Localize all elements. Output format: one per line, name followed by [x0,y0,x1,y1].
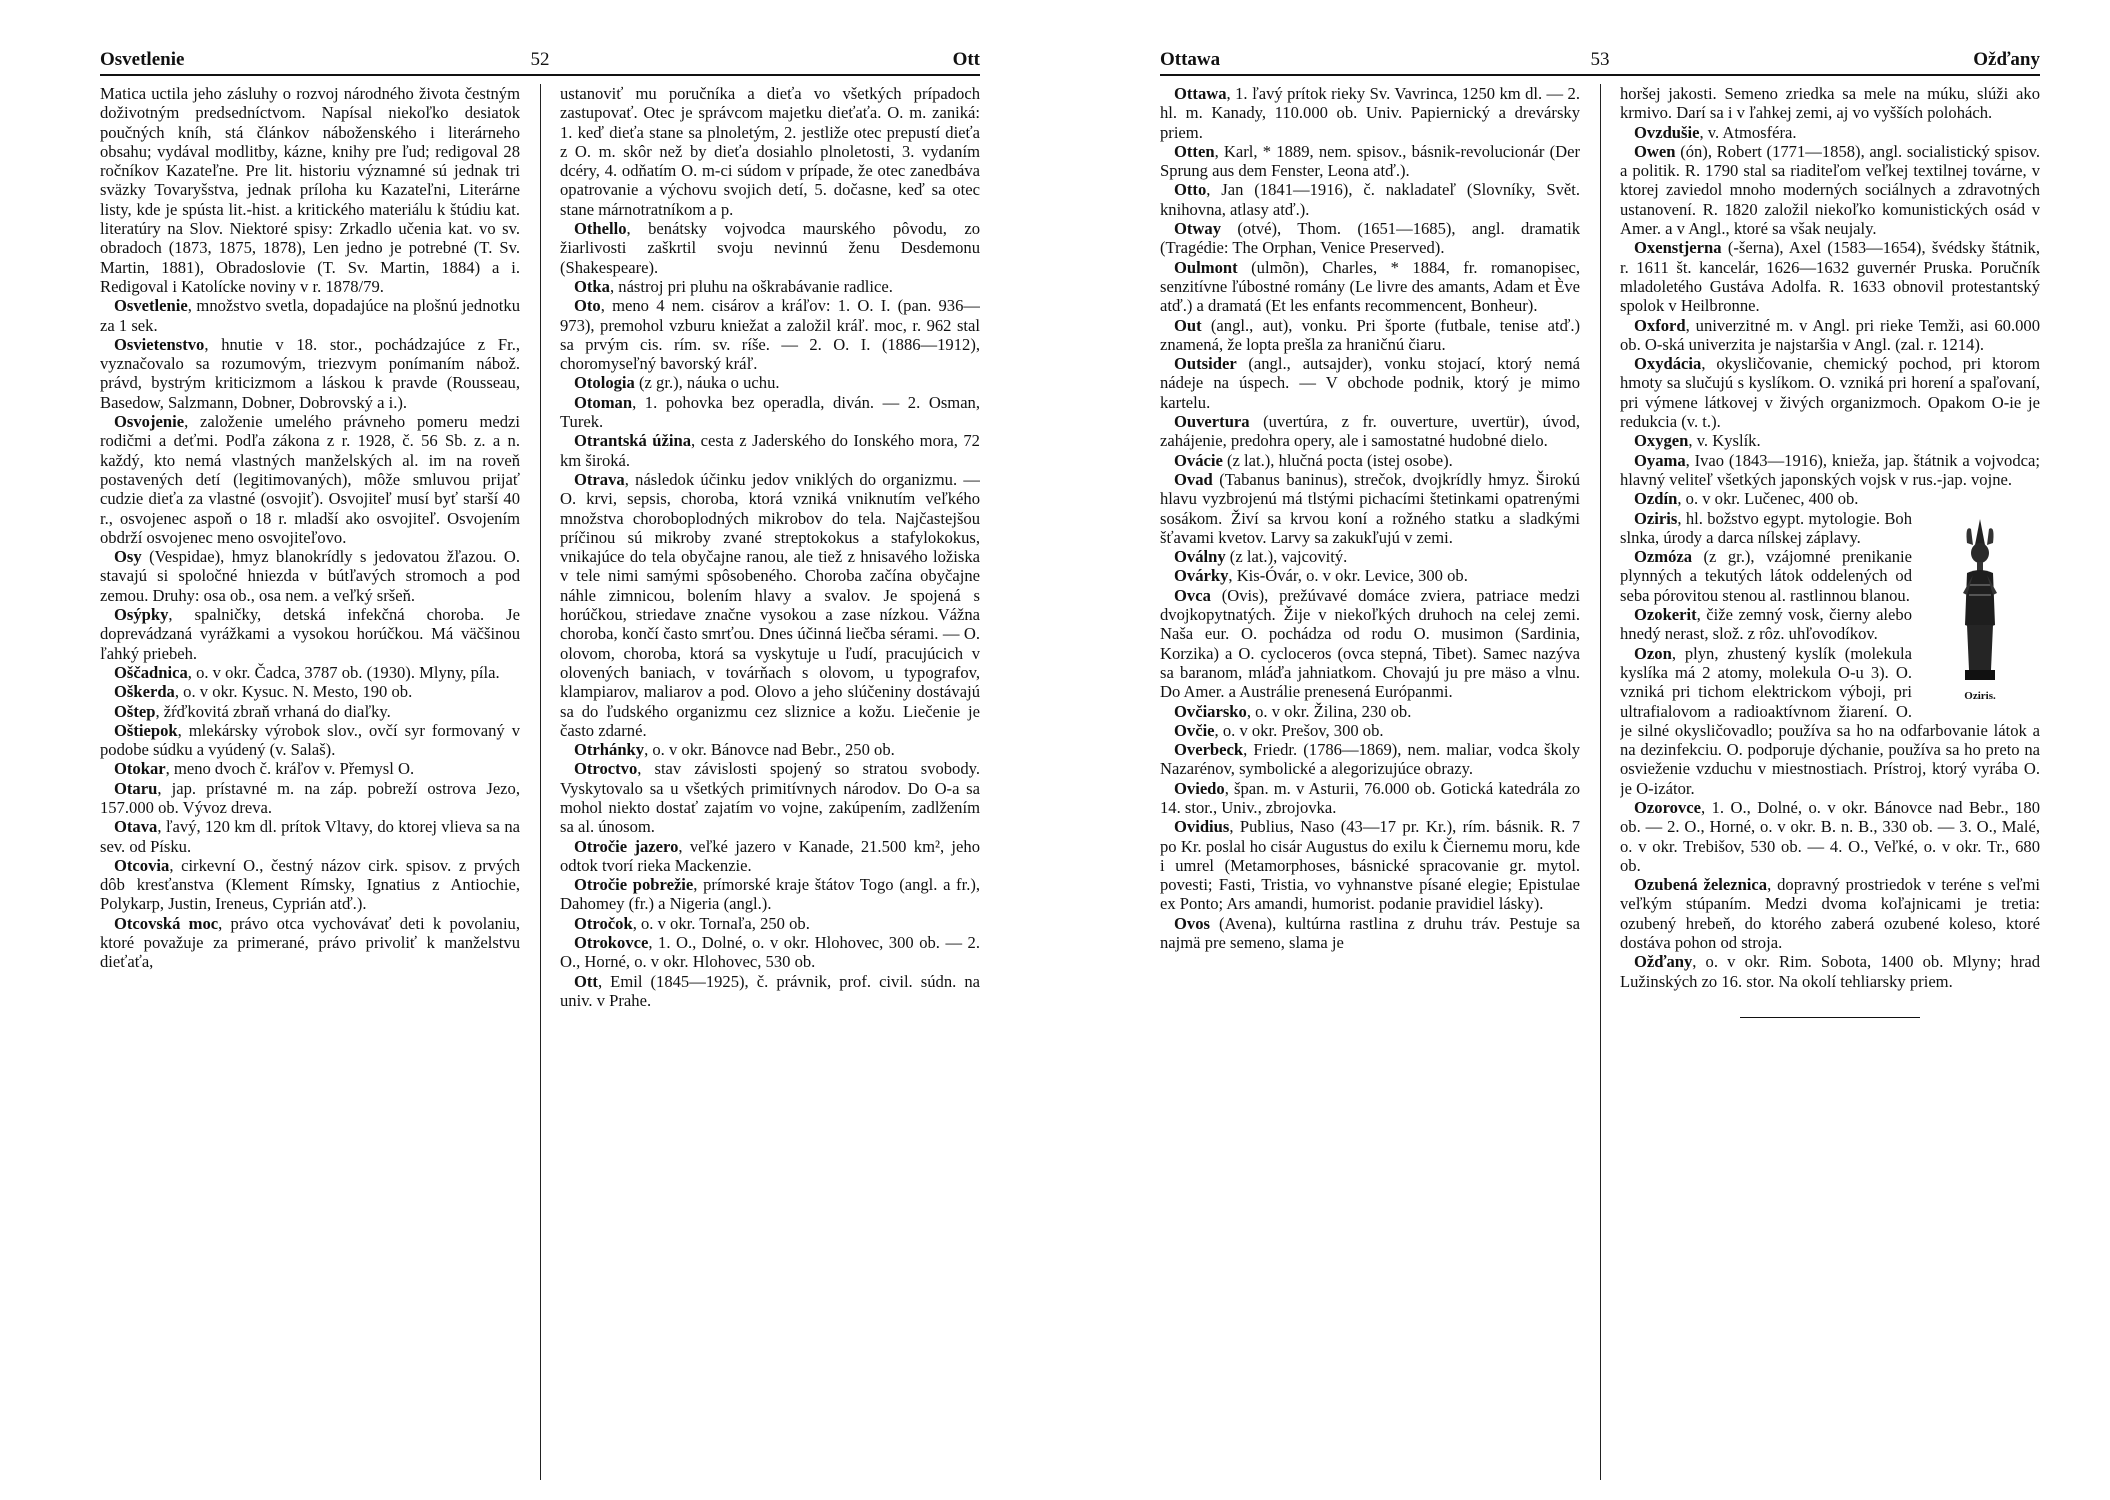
entry-headword: Oštep [114,701,156,721]
dictionary-entry: Ozdín, o. v okr. Lučenec, 400 ob. [1634,489,1859,509]
entry-headword: Otka [574,276,610,296]
right-page-number: 53 [1590,49,1610,70]
entry-headword: Otologia [574,373,639,393]
entry-headword: Ozorovce [1634,797,1701,817]
entry-headword: Otrantská úžina [574,431,692,451]
entry-headword: Ovca [1174,585,1222,605]
dictionary-entry: Otrokovce, 1. O., Dolné, o. v okr. Hlohovec, 300 ob. — 2. O., Horné, o. v okr. Hlohovec, 530 ob. [560,933,980,972]
end-rule [1740,1017,1920,1018]
entry-headword: Otcovia [114,855,170,875]
entry-headword: Oškerda [114,682,175,702]
dictionary-entry: Otroctvo, stav závislosti spojený so stratou svobody. Vyskytovalo sa u všetkých primitívnych národov. Do O-a sa mohol niekto dostať zajatím vo vojne, zakúpením, zadlžením sa al. únosom. [560,759,980,837]
dictionary-entry: Oválny (z lat.), vajcovitý. [1174,547,1348,567]
entry-headword: Osvietenstvo [114,334,205,354]
entry-headword: Overbeck [1174,740,1244,760]
dictionary-entry: Otologia (z gr.), náuka o uchu. [574,373,780,393]
entry-headword: Otoman [574,392,633,412]
entry-headword: Ovidius [1174,817,1230,837]
dictionary-entry: Owen (ón), Robert (1771—1858), angl. socialistický spisov. a politik. R. 1790 stal sa riaditeľom veľkej textilnej továrne, v ktorej zaviedol mnoho moderných sociálnych a zdravotných ustanovení. R. 1820 založil niekoľko komunistických osád v Amer. a v Angl., ktoré sa však neujaly. [1620,141,2040,239]
entry-headword: Otto [1174,180,1207,200]
dictionary-entry: Oviedo, špan. m. v Asturii, 76.000 ob. Gotická katedrála zo 14. stor., Univ., zbrojovka. [1160,778,1580,817]
dictionary-entry: Ovidius, Publius, Naso (43—17 pr. Kr.), rím. básnik. R. 7 po Kr. poslal ho cisár Augustus do exilu k Čiernemu moru, kde i umrel (Metamorphoses, básnické spracovanie gr. mytol. povesti; Fasti, Tristia, vo vyhnanstve písané elegie; Epistulae ex Ponto; Ars amandi, humorist. podanie pravidiel lásky). [1160,817,1580,914]
entry-headword: Oxygen [1634,431,1689,451]
right-columns [1160,84,2040,1480]
dictionary-entry: Otročie jazero, veľké jazero v Kanade, 21.500 km², jeho odtok tvorí rieka Mackenzie. [560,836,980,875]
entry-headword: Ozubená železnica [1634,875,1768,895]
entry-headword: Oštiepok [114,720,178,740]
entry-headword: Oviedo [1174,778,1225,798]
right-page-column-1 [1160,84,1580,1480]
entry-headword: Osvetlenie [114,296,188,316]
left-page-column-2 [560,84,980,1480]
entry-headword: Otten [1174,141,1215,161]
entry-headword: Otway [1174,219,1238,239]
dictionary-entry: Oštep, žŕďkovitá zbraň vrhaná do diaľky. [114,701,391,721]
entry-headword: Otrokovce [574,933,649,953]
dictionary-entry: Osvetlenie, množstvo svetla, dopadajúce na plošnú jednotku za 1 sek. [100,296,520,335]
entry-headword: Ozmóza [1634,547,1704,567]
entry-headword: Oxford [1634,315,1686,335]
dictionary-entry: Ovzdušie, v. Atmosféra. [1634,122,1797,142]
left-running-header [100,40,980,76]
dictionary-entry: Ovad (Tabanus baninus), strečok, dvojkrídly hmyz. Širokú hlavu vyzbrojenú má tlstými pichacími štetinkami opatrenými sosákom. Živí sa krvou koní a rožného statku a sladkými šťavami kvetov. Larvy sa zakukľujú v zemi. [1160,469,1580,547]
entry-headword: Oščadnica [114,662,188,682]
left-header-last-word: Ott [952,49,980,70]
entry-headword: Otrhánky [574,740,645,760]
dictionary-entry: Othello, benátsky vojvodca maurského pôvodu, zo žiarlivosti zaškrtil svoju nevinnú ženu Desdemonu (Shakespeare). [560,219,980,277]
dictionary-entry: Oxygen, v. Kyslík. [1634,431,1761,451]
dictionary-entry: Oziris, hl. božstvo egypt. mytologie. Boh slnka, úrody a darca nílskej záplavy. [1620,508,1912,547]
column-entries-top [1620,84,2040,509]
entry-headword: Otročie jazero [574,836,679,856]
entry-headword: Ovad [1174,469,1220,489]
entry-headword: Oxenstjerna [1634,238,1728,258]
entry-headword: Owen [1634,141,1681,161]
entry-headword: Ovos [1174,913,1219,933]
dictionary-entry: Ozon, plyn, zhustený kyslík (molekula kyslíka má 2 atomy, molekula O-u 3). O. vzniká pri tichom elektrickom výboji, pri ultrafialovom a radioaktívnom žiarení. O. je silné okysličovadlo; používa sa ho na odfarbovanie látok a na dezinfekciu. O. podporuje dýchanie, používa sa ho preto na osvieženie vzduchu v miestnostiach. Prístroj, ktorý vyrába O. je O-izátor. [1620,643,2040,798]
entry-headword: Ozokerit [1634,605,1697,625]
dictionary-entry: Otokar, meno dvoch č. kráľov v. Přemysl O. [114,759,415,779]
entry-headword: Ovčiarsko [1174,701,1247,721]
entry-headword: Otrava [574,469,625,489]
right-page-column-2 [1620,84,2040,1480]
dictionary-entry: Oščadnica, o. v okr. Čadca, 3787 ob. (1930). Mlyny, píla. [114,662,500,682]
column-rule [540,84,541,1480]
entry-headword: Ozon [1634,643,1672,663]
osiris-figure [1920,515,2040,706]
entry-headword: Osýpky [114,605,169,625]
dictionary-entry: Oškerda, o. v okr. Kysuc. N. Mesto, 190 ob. [114,682,413,702]
dictionary-entry: Otročok, o. v okr. Tornaľa, 250 ob. [574,913,810,933]
dictionary-entry: Ott, Emil (1845—1925), č. právnik, prof. civil. súdn. na univ. v Prahe. [560,971,980,1010]
entry-headword: Oulmont [1174,257,1252,277]
dictionary-entry: Osy (Vespidae), hmyz blanokrídly s jedovatou žľazou. O. stavajú si spoločné hniezda v bútľavých stromoch a pod zemou. Druhy: osa ob., osa nem. a veľký sršeň. [100,547,520,605]
dictionary-entry: horšej jakosti. Semeno zriedka sa mele na múku, slúži ako krmivo. Darí sa i v ľahkej zemi, aj vo vyšších polohách. [1620,84,2040,123]
dictionary-entry: Ožďany, o. v okr. Rim. Sobota, 1400 ob. Mlyny; hrad Lužinských zo 16. stor. Na okolí tehliarsky priem. [1620,952,2040,991]
entry-headword: Ovárky [1174,566,1229,586]
column-rule [1600,84,1601,1480]
dictionary-entry: Oxenstjerna (-šerna), Axel (1583—1654), švédsky štátnik, r. 1611 št. kancelár, 1626—1632 guvernér Pruska. Poručník mladoletého Gustáva Adolfa. R. 1633 obnovil protestantský spolok v Heilbronne. [1620,238,2040,316]
dictionary-entry: Out (angl., aut), vonku. Pri športe (futbale, tenise atď.) znamená, že lopta prešla za hraničnú čiaru. [1160,315,1580,354]
dictionary-entry: Otročie pobrežie, prímorské kraje štátov Togo (angl. a fr.), Dahomey (fr.) a Nigeria (angl.). [560,875,980,914]
dictionary-entry: Ottawa, 1. ľavý prítok rieky Sv. Vavrinca, 1250 km dl. — 2. hl. m. Kanady, 110.000 ob. Univ. Papiernický a drevársky priem. [1160,84,1580,142]
dictionary-entry: Ozubená železnica, dopravný prostriedok v teréne s veľmi veľkým stúpaním. Medzi dvoma koľajnicami je tretia: ozubený hrebeň, do ktorého zaberá ozubené koleso, ktoré dostáva pohon od stroja. [1620,875,2040,953]
dictionary-entry: Osvietenstvo, hnutie v 18. stor., pochádzajúce z Fr., vyznačovalo sa rozumovým, triezvym ponímaním nábož. právd, bystrým kriticizmom a láskou k pravde (Rousseau, Basedow, Salzmann, Dobner, Dobrovský a i.). [100,334,520,412]
dictionary-entry: Otto, Jan (1841—1916), č. nakladateľ (Slovníky, Svět. knihovna, atlasy atď.). [1160,180,1580,219]
figure-caption: Oziris. [1964,689,1996,702]
entry-headword: Ovčie [1174,720,1215,740]
entry-headword: Otaru [114,778,158,798]
dictionary-entry: Ovácie (z lat.), hlučná pocta (istej osobe). [1174,450,1453,470]
right-header-last-word: Ožďany [1973,49,2040,70]
left-page-column-1 [100,84,520,1480]
dictionary-entry: Osvojenie, založenie umelého právneho pomeru medzi rodičmi a deťmi. Podľa zákona z r. 1928, č. 56 Sb. z. a n. každý, kto nemá vlastných manželských al. im na roveň postavených detí (legitimovaných), môže smluvou prijať cudzie dieťa za vlastné (osvojiť). Osvojiteľ musí byť starší 40 r., osvojenec aspoň o 18 r. mladší ako osvojiteľ. Osvojením obdrží osvojenec meno osvojiteľovo. [100,412,520,547]
entry-headword: Ott [574,971,598,991]
dictionary-entry: Otava, ľavý, 120 km dl. prítok Vltavy, do ktorej vlieva sa na sev. od Písku. [100,817,520,856]
entry-headword: Osvojenie [114,412,185,432]
entry-headword: Oválny [1174,547,1230,567]
dictionary-entry: Otoman, 1. pohovka bez operadla, diván. — 2. Osman, Turek. [560,392,980,432]
dictionary-entry: Ozmóza (z gr.), vzájomné prenikanie plynných a tekutých látok oddelených od seba pórovitou stenou al. rastlinnou blanou. [1620,547,1912,605]
right-page [1160,40,2040,1480]
entry-headword: Otročie pobrežie [574,875,694,895]
entry-headword: Oxydácia [1634,354,1702,374]
dictionary-entry: Outsider (angl., autsajder), vonku stojací, ktorý nemá nádeje na úspech. — V obchode podnik, ktorý je mimo kartelu. [1160,354,1580,412]
entry-headword: Out [1174,315,1211,335]
entry-headword: Ouvertura [1174,412,1264,432]
dictionary-entry: Oto, meno 4 nem. cisárov a kráľov: 1. O. I. (pan. 936—973), premohol vzburu kniežat a založil kráľ. moc, r. 962 stal sa prvým cis. rím. sv. ríše. — 2. O. I. (1886—1912), choromyseľný bavorský kráľ. [560,296,980,374]
dictionary-entry: Otaru, jap. prístavné m. na záp. pobreží ostrova Jezo, 157.000 ob. Vývoz dreva. [100,778,520,817]
dictionary-entry: Osýpky, spalničky, detská infekčná choroba. Je doprevádzaná vyrážkami a vysokou horúčkou. Má väčšinou ľahký priebeh. [100,605,520,663]
dictionary-entry: Ouvertura (uvertúra, z fr. ouverture, uvertür), úvod, zahájenie, predohra opery, ale i samostatné hudobné dielo. [1160,412,1580,451]
dictionary-entry: Otcovia, cirkevní O., čestný názov cirk. spisov. z prvých dôb kresťanstva (Klement Rímsky, Ignatius z Antiochie, Polykarp, Justin, Ireneus, Cyprián atď.). [100,855,520,914]
entry-headword: Osy [114,547,150,567]
dictionary-entry: Otten, Karl, * 1889, nem. spisov., básnik-revolucionár (Der Sprung aus dem Fenster, Leona atď.). [1160,141,1580,181]
left-page [100,40,980,1480]
entry-headword: Ovzdušie [1634,122,1700,142]
entry-headword: Otcovská moc [114,913,219,933]
dictionary-entry: Ovčiarsko, o. v okr. Žilina, 230 ob. [1174,701,1412,721]
dictionary-entry: Oxford, univerzitné m. v Angl. pri rieke Temži, asi 60.000 ob. O-ská univerzita je najstaršia v Angl. (zal. r. 1214). [1620,315,2040,354]
dictionary-entry: Otka, nástroj pri pluhu na oškrabávanie radlice. [574,276,893,296]
entry-headword: Otava [114,817,158,837]
entry-headword: Oziris [1634,508,1678,528]
right-header-first-word: Ottawa [1160,49,1221,70]
left-header-first-word: Osvetlenie [100,49,185,70]
osiris-statue-icon [1945,515,2015,685]
entry-headword: Oto [574,296,601,316]
entry-headword: Ožďany [1634,952,1693,972]
dictionary-entry: Ovárky, Kis-Óvár, o. v okr. Levice, 300 ob. [1174,566,1468,586]
entry-headword: Outsider [1174,354,1249,374]
dictionary-entry: Ovčie, o. v okr. Prešov, 300 ob. [1174,720,1384,740]
dictionary-entry: Matica uctila jeho zásluhy o rozvoj národného života čestným doživotným predsedníctvom. Napísal niekoľko desiatok poučných kníh, stá článkov náboženského i literárneho obsahu; vydával modlitby, kázne, knihy pre ľud; redigoval 28 ročníkov Kazateľne. Pre lit. historiu významné sú jednak tri sväzky Tovaryšstva, jednak príloha ku Kazateľni, Literárne listy, kde je spústa lit.-hist. a kritického materiálu k štúdiu kat. literatúry na Slov. Niektoré spisy: Zrkadlo učenia kat. vo sv. obradoch (1873, 1875, 1878), Len jedno je potrebné (T. Sv. Martin, 1881), Obradoslovie (T. Sv. Martin, 1884) a i. Redigoval i Katolícke noviny v r. 1878/79. [100,84,520,296]
entry-headword: Ozdín [1634,489,1678,509]
dictionary-entry: Ovca (Ovis), prežúvavé domáce zviera, patriace medzi dvojkopytnatých. Žije v niekoľkých druhoch na celej zemi. Naša eur. O. pochádza od rodu O. musimon (Sardinia, Korzika) a O. cycloceros (ovca stepná, Tibet). Samec nazýva sa baranom, mláďa jahniatkom. Chovajú ju pre mäso a vlnu. Do Amer. a Austrálie prenesená Európanmi. [1160,585,1580,702]
dictionary-entry: Oxydácia, okysličovanie, chemický pochod, pri ktorom hmoty sa slučujú s kyslíkom. O. vzniká pri horení a spaľovaní, pri výmene látkovej v živých organizmoch. Opakom O-ie je redukcia (v. t.). [1620,354,2040,432]
dictionary-entry: Oulmont (ulmõn), Charles, * 1884, fr. romanopisec, senzitívne ľúbostné romány (Le livre des amants, Adam et Ève atď.) a dramatá (Et les enfants recommencent, Bonheur). [1160,257,1580,316]
dictionary-entry: Otcovská moc, právo otca vychovávať deti k povolaniu, ktoré považuje za primerané, právo privoliť k manželstvu dieťaťa, [100,913,520,972]
dictionary-entry: Ovos (Avena), kultúrna rastlina z druhu tráv. Pestuje sa najmä pre semeno, slama je [1160,913,1580,953]
dictionary-entry: Otrhánky, o. v okr. Bánovce nad Bebr., 250 ob. [574,740,895,760]
dictionary-entry: Oyama, Ivao (1843—1916), knieža, jap. štátnik a vojvodca; hlavný veliteľ všetkých japonských vojsk v rus.-jap. vojne. [1620,450,2040,489]
entry-headword: Ottawa [1174,84,1227,103]
dictionary-entry: ustanoviť mu poručníka a dieťa vo všetkých prípadoch zastupovať. Otec je správcom majetku dieťaťa. O. m. zaniká: 1. keď dieťa stane sa plnoletým, 2. jestliže otec prepustí dieťa z O. m. skôr než by dieťa dosiahlo plnoletosti, 3. vydaním dcéry, 4. odňatím O. m-ci súdom v prípade, že otec zanedbáva opatrovanie a výchovu svojich detí, 5. dočasne, keď sa otec stane márnotratníkom a p. [560,84,980,219]
left-page-number: 52 [530,49,550,70]
dictionary-entry: Otway (otvé), Thom. (1651—1685), angl. dramatik (Tragédie: The Orphan, Venice Preserved). [1160,219,1580,258]
dictionary-entry: Otrava, následok účinku jedov vniklých do organizmu. — O. krvi, sepsis, choroba, ktorá vzniká vniknutím veľkého množstva choroboplodných mikrobov do tela. Najčastejšou príčinou sú mikroby zvané streptokokus a stafylokokus, vnikajúce do tela obyčajne ranou, ale tiež z hnisavého ložiska v tele nimi samými spôsobeného. Choroba začína obyčajne náhle zimnicou, bolením hlavy a svalov. Je spojená s horúčkou, striedave značne vysokou a zase nízkou. Vážna choroba, končí často smrťou. Dnes účinná liečba sérami. — O. olovom, choroba, ktorá sa vyskytuje u ľudí, pracujúcich v olovených baniach, v továrňach s olovom, u typografov, klampiarov, maliarov a pod. Olovo a jeho slúčeniny dostávajú sa do ľudského organizmu cez sliznice a kožu. Liečenie je často zdarné. [560,469,980,740]
dictionary-entry: Overbeck, Friedr. (1786—1869), nem. maliar, vodca školy Nazarénov, symbolické a alegorizujúce obrazy. [1160,740,1580,779]
dictionary-entry: Ozokerit, čiže zemný vosk, čierny alebo hnedý nerast, slož. z rôz. uhľovodíkov. [1620,605,1912,644]
right-running-header [1160,40,2040,76]
left-columns [100,84,980,1480]
entry-headword: Otroctvo [574,759,638,779]
entry-headword: Otokar [114,759,166,779]
dictionary-entry: Ozorovce, 1. O., Dolné, o. v okr. Bánovce nad Bebr., 180 ob. — 2. O., Horné, o. v okr. B. n. B., 330 ob. — 3. O., Malé, o. v okr. Trebišov, 530 ob. — 4. O., Veľké, o. v okr. Tr., 680 ob. [1620,797,2040,875]
dictionary-entry: Otrantská úžina, cesta z Jaderského do Ionského mora, 72 km široká. [560,431,980,470]
entry-headword: Oyama [1634,450,1686,470]
entry-headword: Otročok [574,913,633,933]
entry-headword: Othello [574,219,627,239]
entry-headword: Ovácie [1174,450,1227,470]
dictionary-entry: Oštiepok, mlekársky výrobok slov., ovčí syr formovaný v podobe súdku a vyúdený (v. Salaš). [100,720,520,760]
